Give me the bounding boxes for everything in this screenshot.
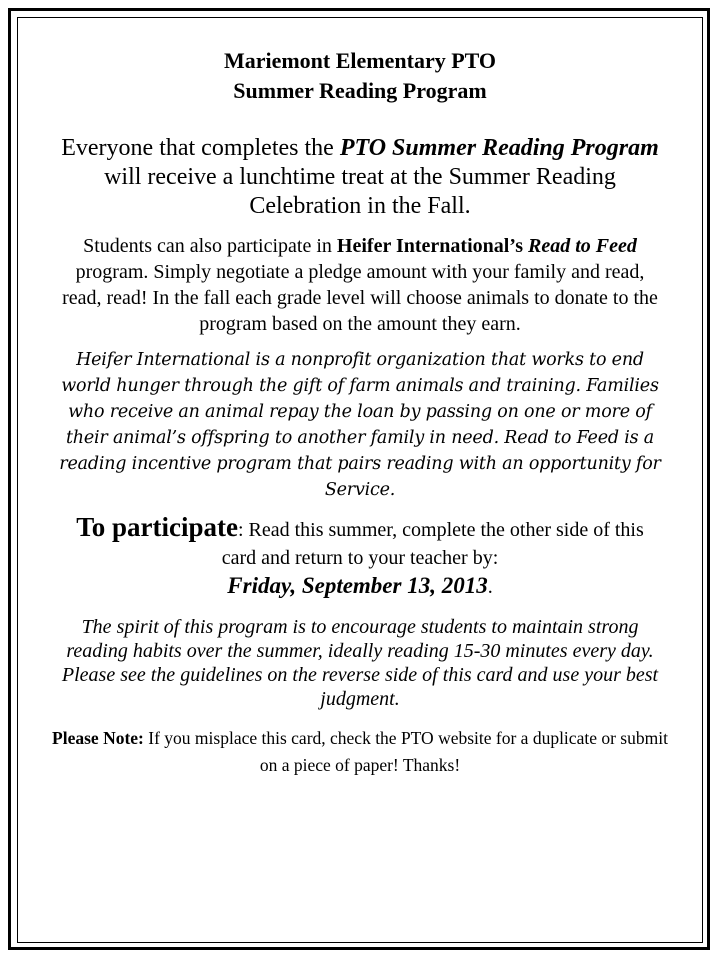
read-to-feed-name: Read to Feed bbox=[528, 235, 637, 257]
participate-text: Read this summer, complete the other side of this card and return to your teacher by: bbox=[221, 519, 644, 569]
intro-program-name: PTO Summer Reading Program bbox=[339, 135, 659, 161]
heifer-paragraph bbox=[60, 233, 660, 337]
page-title bbox=[60, 46, 660, 106]
spirit-paragraph: The spirit of this program is to encourage students to maintain strong reading habits over the summer, ideally reading 15-30 minutes every day. Please see the guidelines on the reverse side of this card and use your best judgment. bbox=[61, 616, 659, 710]
deadline-period: . bbox=[487, 576, 493, 598]
heifer-about-paragraph: Heifer International is a nonprofit organization that works to end world hunger through the gift of farm animals and training. Families who receive an animal repay the loan by passing on one or more of their animal’s offspring to another family in need. Read to Feed is a reading incentive program that pairs reading with an opportunity for Service. bbox=[59, 350, 661, 500]
intro-text-1: Everyone that completes the bbox=[61, 135, 340, 161]
heifer-text-2: program. Simply negotiate a pledge amount with your family and read, read, read! In the fall each grade level will choose animals to donate to the program based on the amount they earn. bbox=[62, 261, 658, 335]
please-note-paragraph bbox=[50, 725, 670, 779]
participate-paragraph bbox=[60, 513, 660, 601]
intro-paragraph bbox=[52, 134, 668, 221]
participate-colon: : bbox=[237, 519, 244, 541]
title-line-2: Summer Reading Program bbox=[233, 78, 487, 103]
please-note-text: If you misplace this card, check the PTO website for a duplicate or submit on a piece of paper! Thanks! bbox=[143, 728, 668, 775]
title-line-1: Mariemont Elementary PTO bbox=[223, 48, 497, 73]
flyer-content bbox=[52, 46, 668, 779]
intro-text-2: will receive a lunchtime treat at the Summer Reading Celebration in the Fall. bbox=[104, 164, 616, 219]
please-note-label: Please Note: bbox=[52, 728, 144, 748]
participate-heading: To participate bbox=[76, 512, 238, 542]
heifer-org-name: Heifer International’s bbox=[336, 235, 524, 257]
deadline-date: Friday, September 13, 2013 bbox=[227, 573, 488, 598]
heifer-text-1: Students can also participate in bbox=[83, 235, 337, 257]
